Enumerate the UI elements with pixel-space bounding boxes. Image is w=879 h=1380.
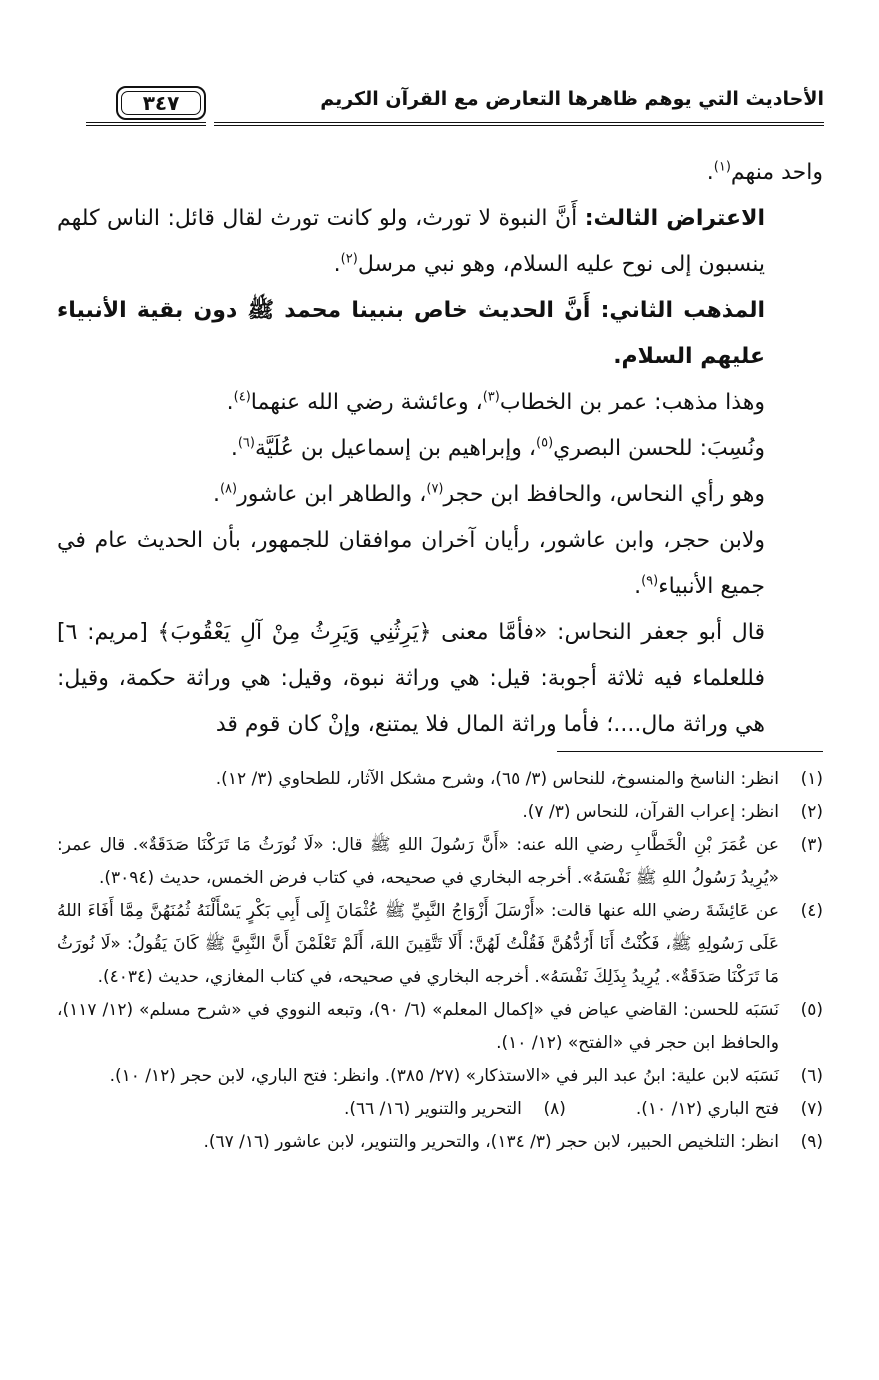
footnote-text: انظر: إعراب القرآن، للنحاس (٣/ ٧). bbox=[522, 802, 779, 822]
footnote-text: فتح الباري (١٢/ ١٠). bbox=[635, 1099, 779, 1119]
footnote-ref[interactable]: (٢) bbox=[340, 251, 358, 267]
footnote-number: (٤) bbox=[800, 901, 823, 921]
paragraph: قال أبو جعفر النحاس: «فأمَّا معنى ﴿يَرِثُنِي وَيَرِثُ مِنْ آلِ يَعْقُوبَ﴾ [مريم: ٦] فللعلماء فيه ثلاثة أجوبة: قيل: هي وراثة نبوة، وقيل: هي وراثة حكمة، وقيل: هي وراثة مال....؛ فأما وراثة المال فلا يمتنع، وإنْ كان قوم قد bbox=[57, 620, 765, 737]
footnote bbox=[57, 1060, 823, 1093]
footnote bbox=[57, 895, 823, 994]
footnote-ref[interactable]: (٥) bbox=[536, 435, 554, 451]
running-header bbox=[86, 86, 824, 128]
footnote-ref[interactable]: (٦) bbox=[237, 435, 255, 451]
paragraph: الاعتراض الثالث: أَنَّ النبوة لا تورث، ولو كانت تورث لقال قائل: الناس كلهم ينسبون إلى نوح عليه السلام، وهو نبي مرسل$^{(٢)}$. bbox=[57, 206, 765, 277]
footnote bbox=[57, 994, 823, 1060]
footnote-ref[interactable]: (٧) bbox=[426, 481, 444, 497]
paragraph: ونُسِبَ: للحسن البصري$^{(٥)}$، وإبراهيم بن إسماعيل بن عُلَيَّة$^{(٦)}$. bbox=[230, 435, 765, 461]
page-number: ٣٤٧ bbox=[116, 86, 206, 120]
footnote-number: (٧) bbox=[800, 1099, 823, 1119]
footnote-number: (٦) bbox=[800, 1066, 823, 1086]
footnote-separator bbox=[557, 751, 823, 752]
header-title: الأحاديث التي يوهم ظاهرها التعارض مع القرآن الكريم bbox=[320, 88, 824, 110]
footnote-number: (٣) bbox=[800, 835, 823, 855]
footnote bbox=[57, 763, 823, 796]
footnote-ref[interactable]: (٩) bbox=[641, 573, 659, 589]
footnote bbox=[57, 1126, 823, 1159]
footnote bbox=[57, 796, 823, 829]
paragraph: وهو رأي النحاس، والحافظ ابن حجر$^{(٧)}$، والطاهر ابن عاشور$^{(٨)}$. bbox=[212, 481, 765, 507]
footnote-pair bbox=[57, 1093, 823, 1126]
main-text bbox=[57, 150, 823, 748]
footnote-ref[interactable]: (٣) bbox=[482, 389, 500, 405]
footnote-number: (٨) bbox=[543, 1099, 566, 1119]
footnotes bbox=[57, 763, 823, 1159]
footnote-ref[interactable]: (٤) bbox=[233, 389, 251, 405]
footnote-text: عن عُمَرَ بْنِ الْخَطَّابِ رضي الله عنه: «أَنَّ رَسُولَ اللهِ ﷺ قال: «لَا نُورَثُ مَا تَرَكْنَا صَدَقَةٌ». قال عمر: «يُرِيدُ رَسُولُ اللهِ ﷺ نَفْسَهُ». أخرجه البخاري في صحيحه، في كتاب فرض الخمس، حديث (٣٠٩٤). bbox=[57, 835, 779, 888]
footnote-ref[interactable]: (١) bbox=[713, 159, 731, 175]
footnote-ref[interactable]: (٨) bbox=[219, 481, 238, 497]
section-heading: المذهب الثاني: أَنَّ الحديث خاص بنبينا محمد ﷺ دون بقية الأنبياء عليهم السلام. bbox=[57, 298, 765, 369]
footnote-number: (١) bbox=[800, 769, 823, 789]
footnote-text: انظر: التلخيص الحبير، لابن حجر (٣/ ١٣٤)، والتحرير والتنوير، لابن عاشور (١٦/ ٦٧). bbox=[203, 1132, 779, 1152]
header-rule bbox=[86, 122, 824, 126]
footnote-number: (٢) bbox=[800, 802, 823, 822]
footnote-text: عن عَائِشَةَ رضي الله عنها قالت: «أَرْسَلَ أَزْوَاجُ النَّبِيِّ ﷺ عُثْمَانَ إِلَى أَبِي بَكْرٍ يَسْأَلْنَهُ ثُمُنَهُنَّ مِمَّا أَفَاءَ اللهُ عَلَى رَسُولِهِ ﷺ، فَكُنْتُ أَنَا أَرُدُّهُنَّ فَقُلْتُ لَهُنَّ: أَلَا تَتَّقِينَ اللهَ، أَلَمْ تَعْلَمْنَ أَنَّ النَّبِيَّ ﷺ كَانَ يَقُولُ: «لَا نُورَثُ مَا تَرَكْنَا صَدَقَةٌ». يُرِيدُ بِذَلِكَ نَفْسَهُ». أخرجه البخاري في صحيحه، في كتاب المغازي، حديث (٤٠٣٤). bbox=[57, 901, 779, 987]
paragraph: واحد منهم$^{(١)}$. bbox=[706, 159, 823, 185]
footnote-text: نَسَبَه للحسن: القاضي عياض في «إكمال المعلم» (٦/ ٩٠)، وتبعه النووي في «شرح مسلم» (١٢/ ١١٧)، والحافظ ابن حجر في «الفتح» (١٢/ ١٠). bbox=[57, 1000, 779, 1053]
footnote-number: (٩) bbox=[800, 1132, 823, 1152]
paragraph: وهذا مذهب: عمر بن الخطاب$^{(٣)}$، وعائشة رضي الله عنهما$^{(٤)}$. bbox=[226, 389, 765, 415]
footnote bbox=[636, 1093, 823, 1126]
footnote-number: (٥) bbox=[800, 1000, 823, 1020]
footnote bbox=[344, 1093, 566, 1126]
footnote bbox=[57, 829, 823, 895]
paragraph: ولابن حجر، وابن عاشور، رأيان آخران موافقان للجمهور، بأن الحديث عام في جميع الأنبياء$^{(٩)}$. bbox=[57, 528, 765, 599]
footnote-text: التحرير والتنوير (١٦/ ٦٦). bbox=[343, 1099, 522, 1119]
footnote-text: انظر: الناسخ والمنسوخ، للنحاس (٣/ ٦٥)، وشرح مشكل الآثار، للطحاوي (٣/ ١٢). bbox=[215, 769, 779, 789]
footnote-text: نَسَبَه لابن علية: ابنُ عبد البر في «الاستذكار» (٢٧/ ٣٨٥). وانظر: فتح الباري، لابن حجر (١٢/ ١٠). bbox=[109, 1066, 779, 1086]
objection-label: الاعتراض الثالث: bbox=[584, 206, 765, 231]
